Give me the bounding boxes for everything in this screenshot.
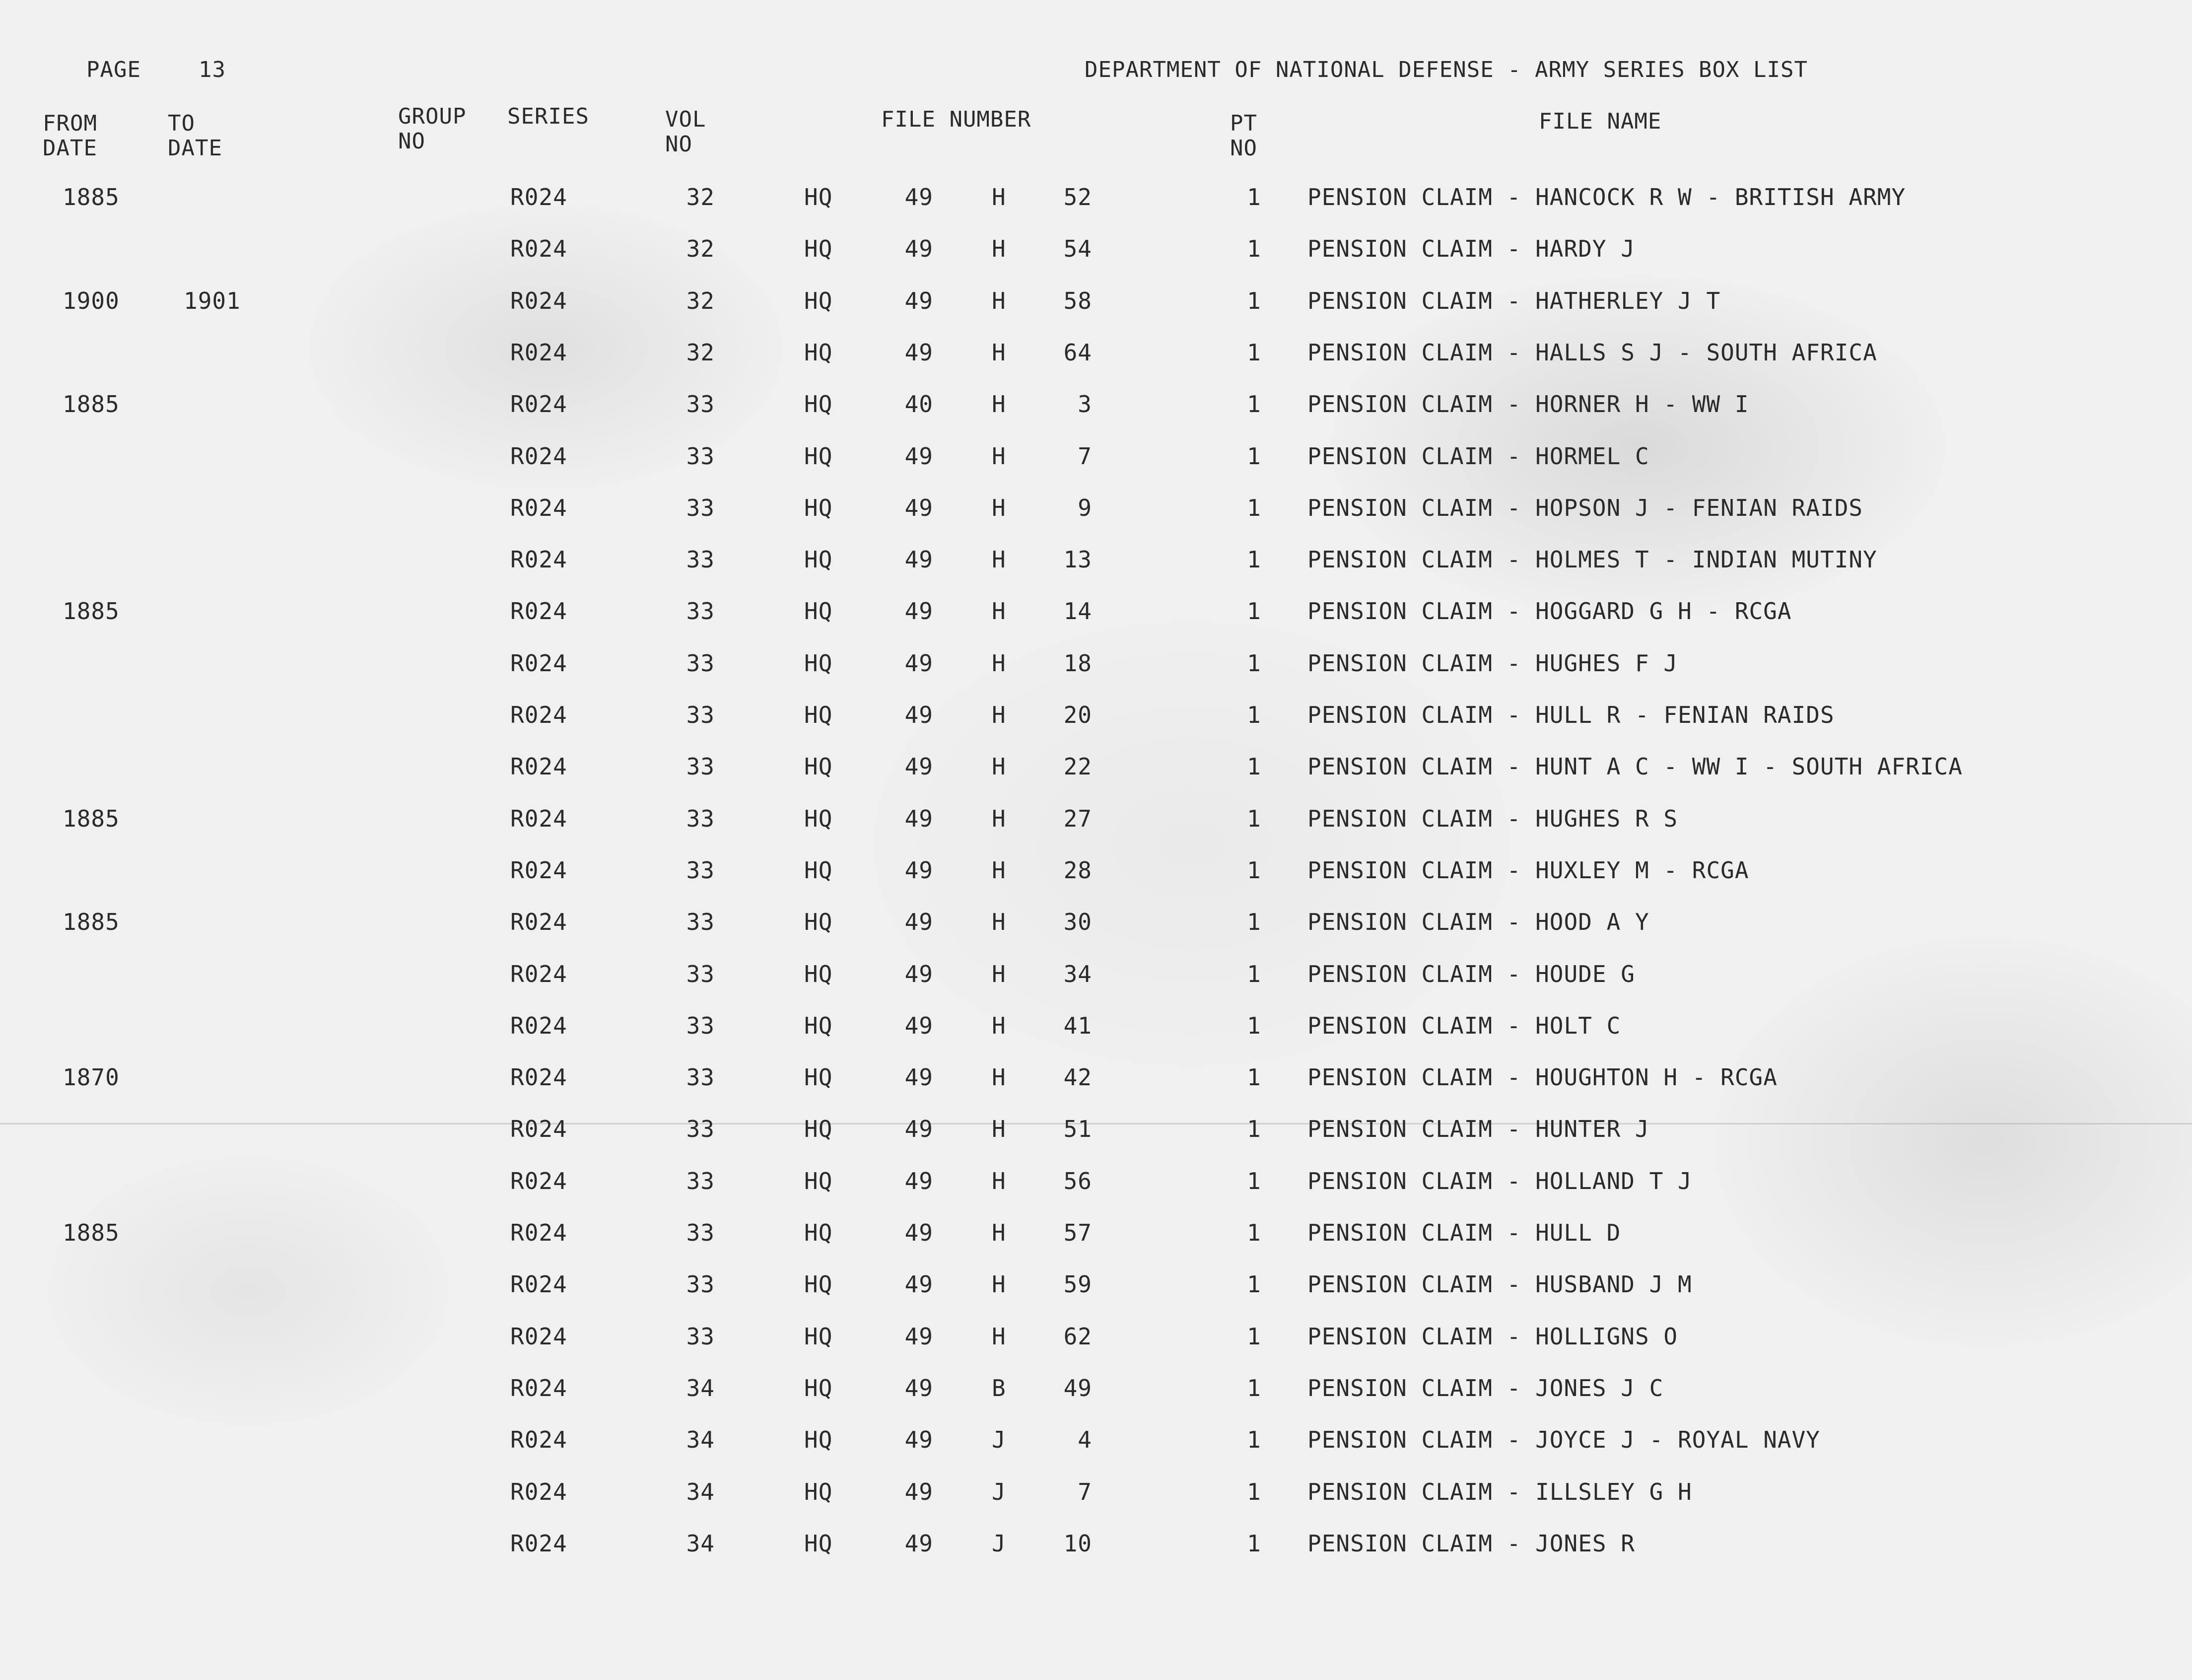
col-from-date-2: DATE (43, 136, 97, 161)
file-prefix: HQ (804, 961, 833, 987)
file-prefix: HQ (804, 339, 833, 366)
file-name: PENSION CLAIM - JONES R (1307, 1530, 1635, 1557)
file-letter: H (992, 1219, 1006, 1246)
table-row (0, 1376, 2192, 1427)
file-suffix: 7 (1078, 443, 1092, 470)
file-block: 40 (904, 391, 933, 418)
file-name: PENSION CLAIM - HORNER H - WW I (1307, 391, 1749, 418)
from-date: 1870 (63, 1064, 120, 1091)
pt-no: 1 (1247, 1116, 1261, 1142)
file-suffix: 59 (1063, 1271, 1092, 1298)
series: R024 (510, 339, 567, 366)
series: R024 (510, 701, 567, 728)
pt-no: 1 (1247, 1323, 1261, 1350)
file-suffix: 42 (1063, 1064, 1092, 1091)
table-row (0, 1169, 2192, 1220)
table-row (0, 1013, 2192, 1065)
file-suffix: 64 (1063, 339, 1092, 366)
series: R024 (510, 1064, 567, 1091)
file-prefix: HQ (804, 1219, 833, 1246)
col-vol-no-1: VOL (665, 107, 706, 132)
file-suffix: 34 (1063, 961, 1092, 987)
file-suffix: 22 (1063, 753, 1092, 780)
file-block: 49 (904, 1271, 933, 1298)
file-name: PENSION CLAIM - HANCOCK R W - BRITISH ARMY (1307, 184, 1906, 210)
table-row (0, 1117, 2192, 1168)
col-pt-no-1: PT (1230, 111, 1257, 136)
file-name: PENSION CLAIM - HUSBAND J M (1307, 1271, 1692, 1298)
file-suffix: 30 (1063, 909, 1092, 935)
file-block: 49 (904, 235, 933, 262)
file-prefix: HQ (804, 391, 833, 418)
page-label: PAGE (86, 57, 141, 82)
file-prefix: HQ (804, 909, 833, 935)
table-row (0, 288, 2192, 340)
file-letter: H (992, 235, 1006, 262)
series: R024 (510, 598, 567, 625)
vol-no: 33 (686, 1323, 715, 1350)
file-block: 49 (904, 1064, 933, 1091)
file-name: PENSION CLAIM - HOLT C (1307, 1012, 1621, 1039)
vol-no: 33 (686, 546, 715, 573)
vol-no: 33 (686, 909, 715, 935)
file-block: 49 (904, 961, 933, 987)
file-block: 49 (904, 701, 933, 728)
file-suffix: 54 (1063, 235, 1092, 262)
file-block: 49 (904, 546, 933, 573)
vol-no: 33 (686, 961, 715, 987)
pt-no: 1 (1247, 598, 1261, 625)
from-date: 1885 (63, 598, 120, 625)
file-suffix: 4 (1078, 1426, 1092, 1453)
table-row (0, 599, 2192, 650)
table-row (0, 547, 2192, 599)
file-letter: J (992, 1530, 1006, 1557)
file-block: 49 (904, 1219, 933, 1246)
file-name: PENSION CLAIM - HORMEL C (1307, 443, 1649, 470)
pt-no: 1 (1247, 1530, 1261, 1557)
file-block: 49 (904, 909, 933, 935)
pt-no: 1 (1247, 961, 1261, 987)
file-block: 49 (904, 598, 933, 625)
file-name: PENSION CLAIM - HOUDE G (1307, 961, 1635, 987)
vol-no: 33 (686, 857, 715, 884)
series: R024 (510, 287, 567, 314)
from-date: 1885 (63, 909, 120, 935)
vol-no: 33 (686, 805, 715, 832)
file-block: 49 (904, 1530, 933, 1557)
pt-no: 1 (1247, 805, 1261, 832)
pt-no: 1 (1247, 1478, 1261, 1505)
file-name: PENSION CLAIM - HARDY J (1307, 235, 1635, 262)
file-prefix: HQ (804, 1323, 833, 1350)
table-row (0, 702, 2192, 754)
vol-no: 32 (686, 339, 715, 366)
series: R024 (510, 1375, 567, 1401)
file-prefix: HQ (804, 235, 833, 262)
vol-no: 34 (686, 1530, 715, 1557)
vol-no: 32 (686, 235, 715, 262)
file-prefix: HQ (804, 805, 833, 832)
file-suffix: 18 (1063, 650, 1092, 677)
file-suffix: 7 (1078, 1478, 1092, 1505)
file-name: PENSION CLAIM - HOGGARD G H - RCGA (1307, 598, 1792, 625)
file-suffix: 41 (1063, 1012, 1092, 1039)
table-row (0, 806, 2192, 858)
pt-no: 1 (1247, 1168, 1261, 1194)
pt-no: 1 (1247, 546, 1261, 573)
series: R024 (510, 857, 567, 884)
table-row (0, 1272, 2192, 1324)
from-date: 1885 (63, 1219, 120, 1246)
file-name: PENSION CLAIM - HOLLIGNS O (1307, 1323, 1678, 1350)
file-suffix: 10 (1063, 1530, 1092, 1557)
file-letter: H (992, 1012, 1006, 1039)
col-to-date-1: TO (168, 111, 195, 136)
table-row (0, 444, 2192, 495)
series: R024 (510, 1168, 567, 1194)
file-prefix: HQ (804, 1478, 833, 1505)
vol-no: 34 (686, 1426, 715, 1453)
file-name: PENSION CLAIM - HUGHES F J (1307, 650, 1678, 677)
series: R024 (510, 1478, 567, 1505)
file-prefix: HQ (804, 1271, 833, 1298)
file-prefix: HQ (804, 443, 833, 470)
vol-no: 33 (686, 1064, 715, 1091)
pt-no: 1 (1247, 1064, 1261, 1091)
table-row (0, 1324, 2192, 1376)
vol-no: 32 (686, 184, 715, 210)
file-block: 49 (904, 1478, 933, 1505)
from-date: 1885 (63, 391, 120, 418)
file-name: PENSION CLAIM - HUXLEY M - RCGA (1307, 857, 1749, 884)
vol-no: 33 (686, 1168, 715, 1194)
series: R024 (510, 1530, 567, 1557)
file-letter: H (992, 1271, 1006, 1298)
file-letter: H (992, 961, 1006, 987)
pt-no: 1 (1247, 339, 1261, 366)
pt-no: 1 (1247, 909, 1261, 935)
col-to-date-2: DATE (168, 136, 222, 161)
file-prefix: HQ (804, 184, 833, 210)
file-prefix: HQ (804, 1064, 833, 1091)
file-name: PENSION CLAIM - HOUGHTON H - RCGA (1307, 1064, 1778, 1091)
file-prefix: HQ (804, 857, 833, 884)
file-name: PENSION CLAIM - HOOD A Y (1307, 909, 1649, 935)
series: R024 (510, 1323, 567, 1350)
file-suffix: 27 (1063, 805, 1092, 832)
vol-no: 33 (686, 1116, 715, 1142)
file-prefix: HQ (804, 650, 833, 677)
table-row (0, 1479, 2192, 1531)
file-letter: H (992, 184, 1006, 210)
col-vol-no-2: NO (665, 132, 692, 157)
vol-no: 34 (686, 1375, 715, 1401)
table-row (0, 910, 2192, 961)
pt-no: 1 (1247, 443, 1261, 470)
col-group-no-1: GROUP (398, 104, 467, 129)
from-date: 1900 (63, 287, 120, 314)
file-name: PENSION CLAIM - JOYCE J - ROYAL NAVY (1307, 1426, 1820, 1453)
table-row (0, 1531, 2192, 1583)
file-letter: H (992, 339, 1006, 366)
pt-no: 1 (1247, 1271, 1261, 1298)
series: R024 (510, 391, 567, 418)
file-letter: B (992, 1375, 1006, 1401)
file-block: 49 (904, 1323, 933, 1350)
vol-no: 33 (686, 598, 715, 625)
series: R024 (510, 1116, 567, 1142)
from-date: 1885 (63, 805, 120, 832)
file-suffix: 9 (1078, 494, 1092, 521)
file-letter: H (992, 1064, 1006, 1091)
file-name: PENSION CLAIM - JONES J C (1307, 1375, 1664, 1401)
table-row (0, 754, 2192, 806)
file-letter: H (992, 909, 1006, 935)
file-letter: H (992, 1116, 1006, 1142)
table-row (0, 651, 2192, 702)
pt-no: 1 (1247, 494, 1261, 521)
file-block: 49 (904, 494, 933, 521)
file-suffix: 62 (1063, 1323, 1092, 1350)
file-block: 49 (904, 287, 933, 314)
file-letter: J (992, 1426, 1006, 1453)
table-row (0, 1065, 2192, 1117)
vol-no: 33 (686, 443, 715, 470)
file-block: 49 (904, 1116, 933, 1142)
file-letter: H (992, 701, 1006, 728)
file-suffix: 56 (1063, 1168, 1092, 1194)
document-title: DEPARTMENT OF NATIONAL DEFENSE - ARMY SERIES BOX LIST (1085, 57, 1808, 82)
file-prefix: HQ (804, 494, 833, 521)
table-row (0, 495, 2192, 547)
col-file-number: FILE NUMBER (881, 107, 1031, 132)
pt-no: 1 (1247, 857, 1261, 884)
file-block: 49 (904, 1012, 933, 1039)
vol-no: 33 (686, 494, 715, 521)
vol-no: 34 (686, 1478, 715, 1505)
vol-no: 33 (686, 650, 715, 677)
file-prefix: HQ (804, 1116, 833, 1142)
pt-no: 1 (1247, 753, 1261, 780)
pt-no: 1 (1247, 391, 1261, 418)
page-number: 13 (199, 57, 226, 82)
file-prefix: HQ (804, 1530, 833, 1557)
file-name: PENSION CLAIM - HUNT A C - WW I - SOUTH AFRICA (1307, 753, 1963, 780)
vol-no: 33 (686, 701, 715, 728)
table-row (0, 1220, 2192, 1272)
file-prefix: HQ (804, 1168, 833, 1194)
file-block: 49 (904, 650, 933, 677)
vol-no: 33 (686, 1219, 715, 1246)
file-name: PENSION CLAIM - HULL R - FENIAN RAIDS (1307, 701, 1835, 728)
file-prefix: HQ (804, 701, 833, 728)
col-group-no-2: NO (398, 129, 425, 154)
file-letter: H (992, 443, 1006, 470)
series: R024 (510, 184, 567, 210)
file-name: PENSION CLAIM - HUGHES R S (1307, 805, 1678, 832)
series: R024 (510, 443, 567, 470)
vol-no: 32 (686, 287, 715, 314)
table-row (0, 236, 2192, 288)
file-prefix: HQ (804, 753, 833, 780)
file-suffix: 13 (1063, 546, 1092, 573)
from-date: 1885 (63, 184, 120, 210)
file-letter: H (992, 391, 1006, 418)
series: R024 (510, 1012, 567, 1039)
pt-no: 1 (1247, 701, 1261, 728)
file-block: 49 (904, 857, 933, 884)
table-row (0, 858, 2192, 910)
file-prefix: HQ (804, 1012, 833, 1039)
file-letter: H (992, 753, 1006, 780)
file-prefix: HQ (804, 1426, 833, 1453)
pt-no: 1 (1247, 1426, 1261, 1453)
series: R024 (510, 805, 567, 832)
series: R024 (510, 494, 567, 521)
pt-no: 1 (1247, 650, 1261, 677)
file-block: 49 (904, 184, 933, 210)
table-row (0, 185, 2192, 236)
file-suffix: 58 (1063, 287, 1092, 314)
pt-no: 1 (1247, 1012, 1261, 1039)
file-name: PENSION CLAIM - HOLLAND T J (1307, 1168, 1692, 1194)
vol-no: 33 (686, 1012, 715, 1039)
series: R024 (510, 235, 567, 262)
file-block: 49 (904, 753, 933, 780)
file-name: PENSION CLAIM - HULL D (1307, 1219, 1621, 1246)
file-block: 49 (904, 1168, 933, 1194)
pt-no: 1 (1247, 1219, 1261, 1246)
file-name: PENSION CLAIM - HALLS S J - SOUTH AFRICA (1307, 339, 1877, 366)
file-letter: H (992, 1323, 1006, 1350)
file-prefix: HQ (804, 287, 833, 314)
file-suffix: 57 (1063, 1219, 1092, 1246)
file-prefix: HQ (804, 546, 833, 573)
file-letter: H (992, 805, 1006, 832)
pt-no: 1 (1247, 287, 1261, 314)
series: R024 (510, 546, 567, 573)
pt-no: 1 (1247, 1375, 1261, 1401)
file-block: 49 (904, 443, 933, 470)
file-suffix: 49 (1063, 1375, 1092, 1401)
series: R024 (510, 1271, 567, 1298)
file-letter: J (992, 1478, 1006, 1505)
series: R024 (510, 753, 567, 780)
file-block: 49 (904, 339, 933, 366)
table-row (0, 340, 2192, 392)
file-letter: H (992, 650, 1006, 677)
file-block: 49 (904, 805, 933, 832)
series: R024 (510, 650, 567, 677)
file-suffix: 28 (1063, 857, 1092, 884)
file-name: PENSION CLAIM - HOPSON J - FENIAN RAIDS (1307, 494, 1863, 521)
file-suffix: 20 (1063, 701, 1092, 728)
file-suffix: 14 (1063, 598, 1092, 625)
file-block: 49 (904, 1426, 933, 1453)
col-from-date-1: FROM (43, 111, 97, 136)
file-suffix: 51 (1063, 1116, 1092, 1142)
file-letter: H (992, 1168, 1006, 1194)
table-row (0, 962, 2192, 1013)
vol-no: 33 (686, 753, 715, 780)
pt-no: 1 (1247, 184, 1261, 210)
table-row (0, 1427, 2192, 1479)
series: R024 (510, 909, 567, 935)
file-name: PENSION CLAIM - ILLSLEY G H (1307, 1478, 1692, 1505)
table-row (0, 392, 2192, 443)
file-block: 49 (904, 1375, 933, 1401)
file-prefix: HQ (804, 1375, 833, 1401)
col-series: SERIES (507, 104, 589, 129)
series: R024 (510, 961, 567, 987)
file-suffix: 52 (1063, 184, 1092, 210)
file-name: PENSION CLAIM - HATHERLEY J T (1307, 287, 1721, 314)
file-suffix: 3 (1078, 391, 1092, 418)
to-date: 1901 (184, 287, 241, 314)
file-letter: H (992, 598, 1006, 625)
vol-no: 33 (686, 1271, 715, 1298)
series: R024 (510, 1219, 567, 1246)
col-file-name: FILE NAME (1539, 109, 1662, 134)
pt-no: 1 (1247, 235, 1261, 262)
file-prefix: HQ (804, 598, 833, 625)
file-letter: H (992, 287, 1006, 314)
file-letter: H (992, 494, 1006, 521)
file-name: PENSION CLAIM - HUNTER J (1307, 1116, 1649, 1142)
file-letter: H (992, 857, 1006, 884)
col-pt-no-2: NO (1230, 136, 1257, 161)
series: R024 (510, 1426, 567, 1453)
file-name: PENSION CLAIM - HOLMES T - INDIAN MUTINY (1307, 546, 1877, 573)
file-letter: H (992, 546, 1006, 573)
vol-no: 33 (686, 391, 715, 418)
